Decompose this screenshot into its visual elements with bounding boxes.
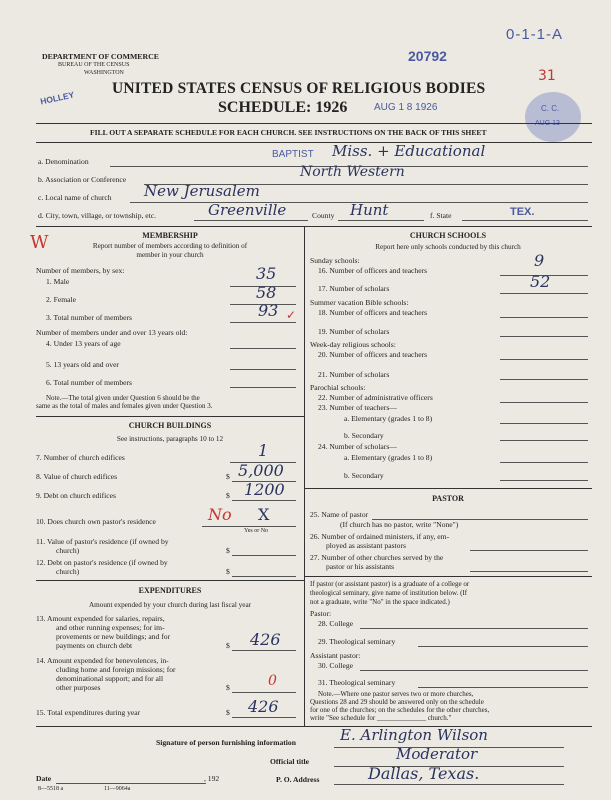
- q14-label-1: 14. Amount expended for benevolences, in-: [36, 656, 169, 665]
- membership-subtitle-2: member in your church: [136, 251, 204, 259]
- schools-title: CHURCH SCHOOLS: [409, 231, 487, 240]
- yes-no-hint: Yes or No: [244, 528, 269, 534]
- graduate-note-2: theological seminary, give name of institution below. (If: [310, 589, 468, 597]
- city-label: d. City, town, village, or township, etc.: [38, 211, 157, 220]
- cc-stamp-date: AUG 13: [535, 120, 560, 127]
- q27-line: [470, 571, 588, 572]
- signature-value: E. Arlington Wilson: [340, 726, 488, 744]
- red-tick-icon: ✓: [286, 308, 297, 322]
- schedule-title: SCHEDULE: 1926: [218, 99, 348, 116]
- divider: [36, 580, 304, 581]
- q24b-line: [500, 480, 588, 481]
- q18-line: [500, 317, 588, 318]
- pastor-note-4: write "See schedule for ______________ church.": [310, 714, 452, 722]
- q14-label-3: denominational support; and for all: [56, 674, 164, 683]
- q14-label-2: cluding home and foreign missions; for: [56, 665, 176, 674]
- q11-label-1: 11. Value of pastor's residence (if owned by: [36, 537, 169, 546]
- dept-name: DEPARTMENT OF COMMERCE: [42, 52, 159, 61]
- po-address-label: P. O. Address: [276, 775, 320, 784]
- city-line: [194, 220, 308, 221]
- bureau-name: BUREAU OF THE CENSUS: [58, 62, 130, 68]
- q31-line: [418, 687, 588, 688]
- assistant-subheading: Assistant pastor:: [310, 651, 361, 660]
- city-value: Greenville: [208, 201, 287, 219]
- q11-line: [232, 555, 296, 556]
- q23a-line: [500, 423, 588, 424]
- bureau-city: WASHINGTON: [84, 70, 124, 76]
- membership-note-1: Note.—The total given under Question 6 should be the: [46, 394, 200, 402]
- q19-line: [500, 336, 588, 337]
- membership-note-2: same as the total of males and females given under Question 3.: [36, 402, 213, 410]
- received-date-stamp: AUG 1 8 1926: [374, 102, 438, 113]
- q15-value: 426: [248, 697, 279, 716]
- q13-dollar: $: [226, 641, 230, 650]
- q13-label-3: provements or new buildings; and for: [56, 632, 171, 641]
- q7-label: 7. Number of church edifices: [36, 453, 125, 462]
- divider: [36, 226, 592, 227]
- q23b-line: [500, 440, 588, 441]
- q17-value: 52: [530, 272, 551, 291]
- pastor-subheading: Pastor:: [310, 609, 332, 618]
- local-name-label: c. Local name of church: [38, 193, 112, 202]
- q3-value: 93: [258, 301, 279, 320]
- q13-line: [232, 650, 296, 651]
- graduate-note-1: If pastor (or assistant pastor) is a graduate of a college or: [310, 580, 470, 588]
- divider: [304, 576, 592, 577]
- q2-value: 58: [256, 283, 277, 302]
- q23a-label: a. Elementary (grades 1 to 8): [344, 414, 433, 423]
- q16-value: 9: [534, 251, 545, 270]
- date-label: Date: [36, 774, 52, 783]
- q10-red-value: No: [208, 505, 232, 524]
- q11-dollar: $: [226, 546, 230, 555]
- po-address-value: Dallas, Texas.: [368, 764, 480, 783]
- q26-label-2: ployed as assistant pastors: [326, 541, 406, 550]
- q20-line: [500, 359, 588, 360]
- q24-label: 24. Number of scholars—: [318, 442, 397, 451]
- weekday-schools-heading: Week-day religious schools:: [310, 340, 396, 349]
- q29-line: [418, 646, 588, 647]
- cc-stamp-label: C. C.: [541, 104, 560, 113]
- q4-line: [230, 348, 296, 349]
- divider: [36, 416, 304, 417]
- q8-dollar: $: [226, 472, 230, 481]
- q21-line: [500, 379, 588, 380]
- q24a-line: [500, 462, 588, 463]
- q31-label: 31. Theological seminary: [318, 678, 396, 687]
- q24a-label: a. Elementary (grades 1 to 8): [344, 453, 433, 462]
- cc-stamp: [525, 92, 581, 142]
- divider: [304, 488, 592, 489]
- association-label: b. Association or Conference: [38, 175, 127, 184]
- q9-line: [232, 500, 296, 501]
- date-line: [56, 783, 206, 784]
- q3-label: 3. Total number of members: [46, 313, 133, 322]
- q7-value: 1: [258, 441, 269, 460]
- expenditures-title: EXPENDITURES: [138, 586, 202, 595]
- local-name-value: New Jerusalem: [144, 182, 260, 200]
- date-year: , 192: [204, 774, 220, 783]
- age-heading: Number of members under and over 13 years old:: [36, 328, 188, 337]
- state-line: [462, 220, 588, 221]
- q25-label: 25. Name of pastor: [310, 510, 369, 519]
- form-title: UNITED STATES CENSUS OF RELIGIOUS BODIES: [112, 80, 486, 97]
- q13-label-4: payments on church debt: [56, 641, 133, 650]
- q28-line: [360, 628, 588, 629]
- expenditures-subtitle: Amount expended by your church during last fiscal year: [88, 601, 252, 609]
- q26-label-1: 26. Number of ordained ministers, if any, em-: [310, 532, 450, 541]
- divider: [36, 123, 592, 124]
- red-number: 31: [538, 68, 556, 84]
- q15-dollar: $: [226, 708, 230, 717]
- pastor-note-2: Questions 28 and 29 should be answered only on the schedule: [310, 698, 484, 706]
- membership-subtitle-1: Report number of members according to definition of: [92, 242, 248, 250]
- county-value: Hunt: [350, 201, 389, 219]
- q9-label: 9. Debt on church edifices: [36, 491, 116, 500]
- county-label: County: [312, 211, 335, 220]
- q20-label: 20. Number of officers and teachers: [318, 350, 428, 359]
- denomination-stamp: BAPTIST: [272, 149, 314, 160]
- q17-label: 17. Number of scholars: [318, 284, 390, 293]
- form-code: 8—5518 a: [38, 786, 64, 792]
- q13-label-1: 13. Amount expended for salaries, repairs,: [36, 614, 165, 623]
- q25-hint: (If church has no pastor, write "None"): [340, 520, 459, 529]
- q10-line: [202, 526, 296, 527]
- denomination-value: Miss. + Educational: [332, 142, 486, 160]
- q10-value: X: [258, 505, 270, 524]
- members-by-sex: Number of members, by sex:: [36, 266, 125, 275]
- membership-title: MEMBERSHIP: [142, 231, 198, 240]
- q26-line: [470, 550, 588, 551]
- q14-dollar: $: [226, 683, 230, 692]
- q12-dollar: $: [226, 567, 230, 576]
- q2-label: 2. Female: [46, 295, 76, 304]
- schedule-number: 20792: [408, 48, 447, 64]
- q10-label: 10. Does church own pastor's residence: [36, 517, 156, 526]
- q13-value: 426: [250, 630, 281, 649]
- q21-label: 21. Number of scholars: [318, 370, 390, 379]
- print-code: 11—9064a: [104, 786, 131, 792]
- q28-label: 28. College: [318, 619, 354, 628]
- red-check-mark: W: [30, 232, 49, 253]
- q8-label: 8. Value of church edifices: [36, 472, 118, 481]
- q16-label: 16. Number of officers and teachers: [318, 266, 428, 275]
- holley-stamp: HOLLEY: [39, 89, 76, 107]
- summer-schools-heading: Summer vacation Bible schools:: [310, 298, 409, 307]
- q23-label: 23. Number of teachers—: [318, 403, 397, 412]
- parochial-schools-heading: Parochial schools:: [310, 383, 366, 392]
- q12-label-1: 12. Debt on pastor's residence (if owned by: [36, 558, 168, 567]
- pastor-title: PASTOR: [432, 494, 464, 503]
- q9-dollar: $: [226, 491, 230, 500]
- q6-line: [230, 387, 296, 388]
- buildings-title: CHURCH BUILDINGS: [128, 421, 212, 430]
- q17-line: [500, 293, 588, 294]
- q9-value: 1200: [244, 480, 285, 499]
- q11-label-2: church): [56, 546, 80, 555]
- q30-line: [360, 670, 588, 671]
- association-value: North Western: [300, 164, 405, 180]
- q22-label: 22. Number of administrative officers: [318, 393, 433, 402]
- q4-label: 4. Under 13 years of age: [46, 339, 121, 348]
- file-code: 0-1-1-A: [506, 26, 564, 43]
- q1-label: 1. Male: [46, 277, 70, 286]
- q18-label: 18. Number of officers and teachers: [318, 308, 428, 317]
- q14-line: [232, 692, 296, 693]
- q5-label: 5. 13 years old and over: [46, 360, 119, 369]
- official-title-label: Official title: [270, 757, 310, 766]
- q27-label-2: pastor or his assistants: [326, 562, 395, 571]
- q30-label: 30. College: [318, 661, 354, 670]
- q5-line: [230, 369, 296, 370]
- q6-label: 6. Total number of members: [46, 378, 133, 387]
- state-value: TEX.: [510, 206, 535, 218]
- q23b-label: b. Secondary: [344, 431, 384, 440]
- q29-label: 29. Theological seminary: [318, 637, 396, 646]
- instruction-line: FILL OUT A SEPARATE SCHEDULE FOR EACH CHURCH. SEE INSTRUCTIONS ON THE BACK OF THIS SHEET: [90, 128, 487, 137]
- q12-line: [232, 576, 296, 577]
- q15-line: [232, 717, 296, 718]
- po-address-line: [334, 784, 564, 785]
- pastor-note-3: for one of the churches; on the schedules for the other churches,: [310, 706, 490, 714]
- q8-value: 5,000: [238, 461, 284, 480]
- q1-value: 35: [256, 264, 277, 283]
- column-divider: [304, 226, 305, 726]
- q14-label-4: other purposes: [56, 683, 101, 692]
- q13-label-2: and other running expenses; for im-: [56, 623, 165, 632]
- q27-label-1: 27. Number of other churches served by the: [310, 553, 444, 562]
- sunday-schools-heading: Sunday schools:: [310, 256, 360, 265]
- q19-label: 19. Number of scholars: [318, 327, 390, 336]
- denomination-label: a. Denomination: [38, 157, 89, 166]
- q15-label: 15. Total expenditures during year: [36, 708, 141, 717]
- pastor-note-1: Note.—Where one pastor serves two or more churches,: [318, 690, 474, 698]
- divider: [36, 142, 592, 143]
- divider: [36, 726, 592, 727]
- q14-value: 0: [268, 673, 277, 689]
- q22-line: [500, 402, 588, 403]
- q24b-label: b. Secondary: [344, 471, 384, 480]
- county-line: [338, 220, 424, 221]
- official-title-value: Moderator: [396, 745, 478, 763]
- state-label: f. State: [430, 211, 452, 220]
- graduate-note-3: not a graduate, write "No" in the space indicated.): [310, 598, 450, 606]
- q12-label-2: church): [56, 567, 80, 576]
- schools-subtitle: Report here only schools conducted by this church: [375, 243, 521, 251]
- buildings-subtitle: See instructions, paragraphs 10 to 12: [116, 435, 224, 443]
- signature-label: Signature of person furnishing information: [156, 738, 296, 747]
